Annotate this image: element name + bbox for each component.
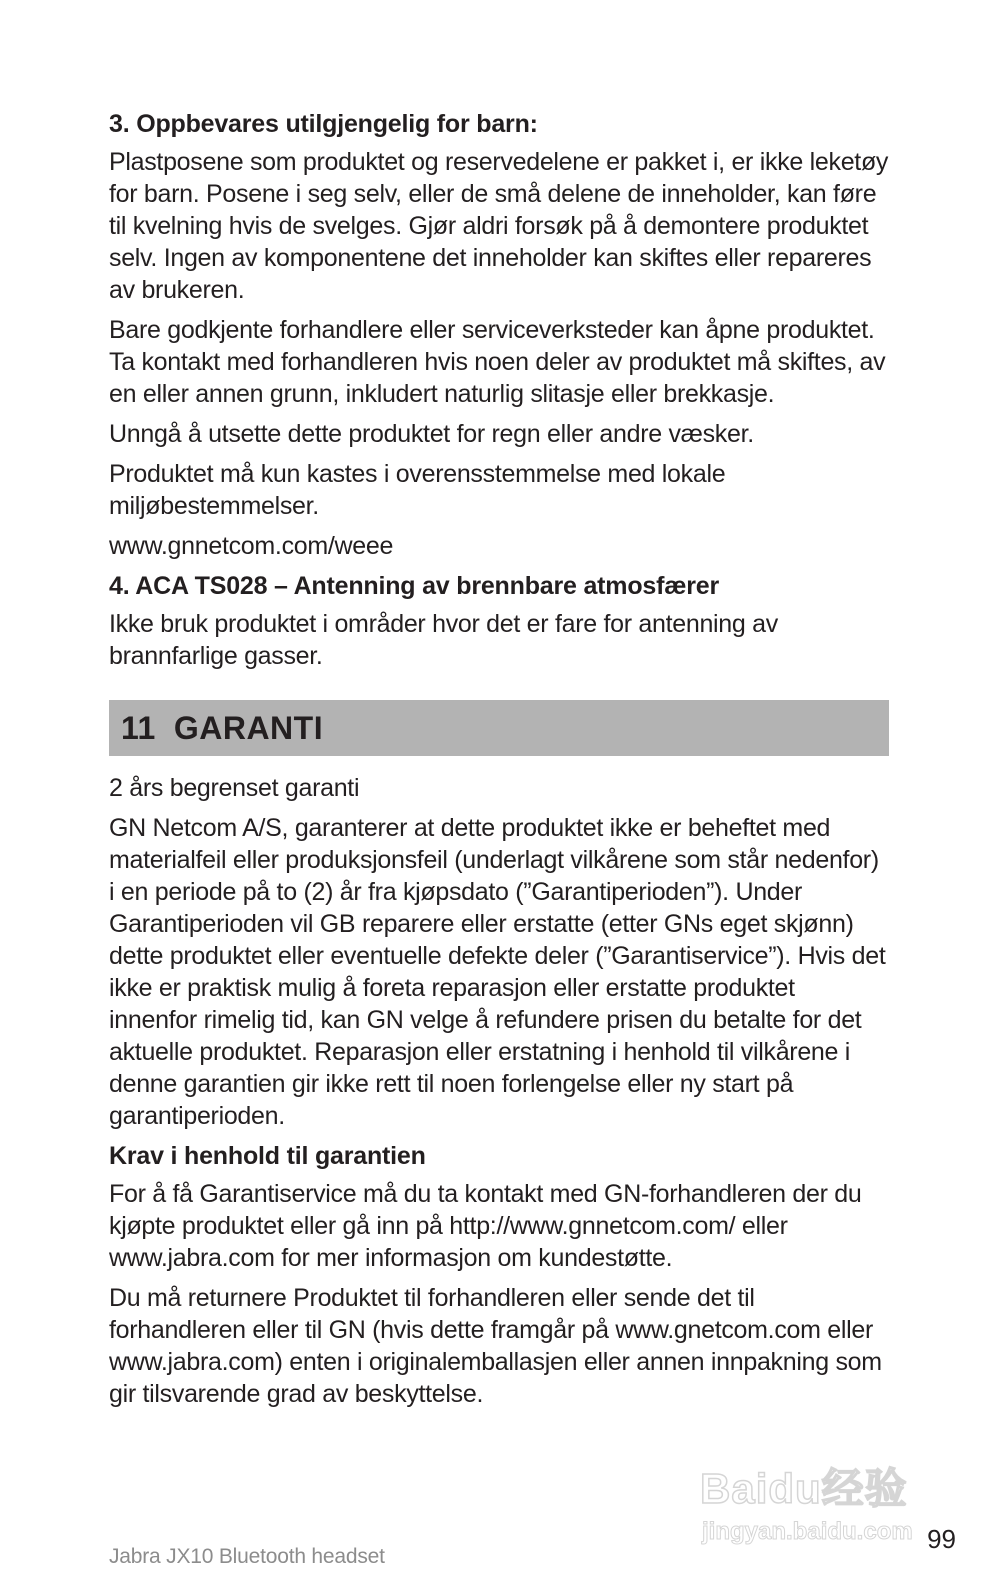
section-3-paragraph-4: Produktet må kun kastes i overensstemmelse med lokale miljøbestemmelser. <box>109 460 726 520</box>
section-3-paragraph-1: Plastposene som produktet og reservedelene er pakket i, er ikke leketøy for barn. Posene i seg selv, eller de små delene de inneholder, kan føre til kvelning hvis de svelges. Gjør aldri forsøk på å demontere produktet selv. Ingen av komponentene det inneholder kan skiftes eller repareres av brukeren. <box>109 148 889 304</box>
weee-link[interactable]: www.gnnetcom.com/weee <box>109 532 394 560</box>
garanti-paragraph-main: GN Netcom A/S, garanterer at dette produktet ikke er beheftet med materialfeil eller produksjonsfeil (underlagt vilkårene som står nedenfor) i en periode på to (2) år fra kjøpsdato (”Garantiperioden”). Under Garantiperioden vil GB reparere eller erstatte (etter GNs eget skjønn) dette produktet eller eventuelle defekte deler (”Garantiservice”). Hvis det ikke er praktisk mulig å foreta reparasjon eller erstatte produktet innenfor rimelig tid, kan GN velge å refundere prisen du betalte for det aktuelle produktet. Reparasjon eller erstatning i henhold til vilkårene i denne garantien gir ikke rett til noen forlengelse eller ny start på garantiperioden. <box>109 814 886 1130</box>
section-3-heading: 3. Oppbevares utilgjengelig for barn: <box>109 110 538 138</box>
watermark <box>700 1440 940 1550</box>
section-4-heading: 4. ACA TS028 – Antenning av brennbare atmosfærer <box>109 572 720 600</box>
section-3-paragraph-2: Bare godkjente forhandlere eller serviceverksteder kan åpne produktet. Ta kontakt med forhandleren hvis noen deler av produktet må skiftes, av en eller annen grunn, inkludert naturlig slitasje eller brekkasje. <box>109 316 886 408</box>
watermark-url: jingyan.baidu.com <box>702 1518 913 1545</box>
page-content <box>109 108 889 1418</box>
garanti-section-header <box>109 700 889 756</box>
garanti-paragraph-return: Du må returnere Produktet til forhandleren eller sende det til forhandleren eller til GN (hvis dette framgår på www.gnetcom.com eller www.jabra.com) enten i originalemballasjen eller annen innpakning som gir tilsvarende grad av beskyttelse. <box>109 1284 882 1408</box>
section-4-paragraph-1: Ikke bruk produktet i områder hvor det er fare for antenning av brannfarlige gasser. <box>109 610 778 670</box>
page-number: 99 <box>927 1524 956 1554</box>
section-3-paragraph-3: Unngå å utsette dette produktet for regn eller andre væsker. <box>109 420 754 448</box>
footer-product-name: Jabra JX10 Bluetooth headset <box>109 1545 385 1568</box>
krav-heading: Krav i henhold til garantien <box>109 1142 426 1170</box>
garanti-subtitle: 2 års begrenset garanti <box>109 774 360 802</box>
section-title: GARANTI <box>173 709 324 746</box>
watermark-logo: Baidu经验 <box>700 1465 908 1512</box>
garanti-paragraph-contact: For å få Garantiservice må du ta kontakt med GN-forhandleren der du kjøpte produktet eller gå inn på http://www.gnnetcom.com/ eller www.jabra.com for mer informasjon om kundestøtte. <box>109 1180 862 1272</box>
section-number: 11 <box>121 709 156 746</box>
